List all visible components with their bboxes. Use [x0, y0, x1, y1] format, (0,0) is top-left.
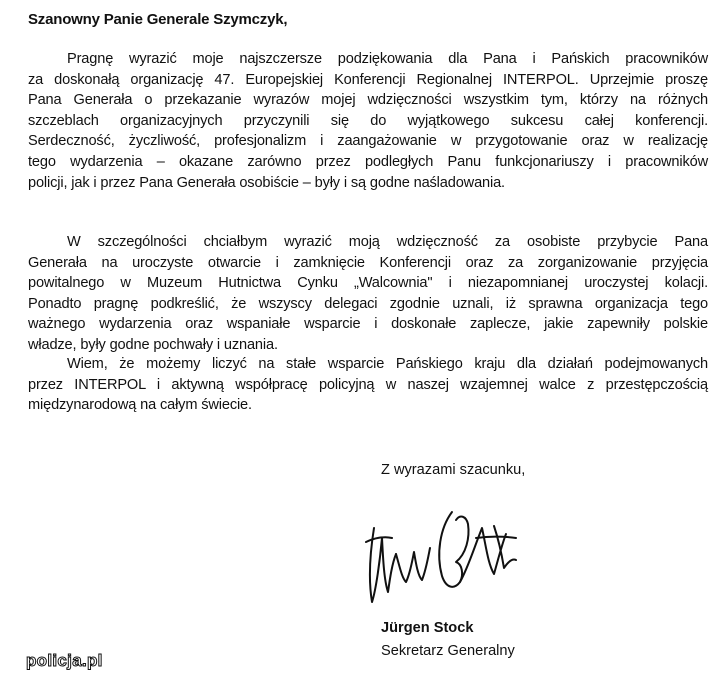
paragraph-line: Wiem, że możemy liczyć na stałe wsparcie Pańskiego kraju dla działań podejmowanych: [67, 356, 708, 372]
signer-title: Sekretarz Generalny: [381, 643, 515, 659]
paragraph-line: międzynarodową na całym świecie.: [28, 397, 252, 414]
paragraph-line: Pragnę wyrazić moje najszczersze podziękowania dla Pana i Pańskich pracowników: [67, 51, 708, 67]
paragraph-line: Ponadto pragnę podkreślić, że wszyscy delegaci zgodnie uznali, iż sprawna organizacja tego: [28, 295, 708, 312]
signer-name: Jürgen Stock: [381, 620, 474, 636]
paragraph-line: władze, były godne pochwały i uznania.: [28, 336, 278, 353]
handwritten-signature: [356, 498, 526, 613]
paragraph-line: za doskonałą organizację 47. Europejskiej Konferencji Regionalnej INTERPOL. Uprzejmie proszę: [28, 71, 708, 88]
paragraph-line: ważnego wydarzenia oraz wspaniałe wsparcie i doskonałe zaplecze, jakie zapewniły polskie: [28, 316, 708, 333]
paragraph-line: Serdeczność, życzliwość, profesjonalizm i zaangażowanie w przygotowanie oraz w realizację: [28, 133, 708, 150]
paragraph-line: policji, jak i przez Pana Generała osobiście – były i są godne naśladowania.: [28, 174, 505, 191]
signature-stroke: [396, 548, 430, 582]
paragraph-2: [28, 232, 708, 356]
closing: Z wyrazami szacunku,: [381, 462, 526, 478]
source-watermark: policja.pl: [26, 651, 103, 670]
paragraph-line: Generała na uroczyste otwarcie i zamknięcie Konferencji oraz za zorganizowanie przyjęcia: [28, 254, 708, 271]
paragraph-line: tego wydarzenia – okazane zarówno przez podległych Panu funkcjonariuszy i pracowników: [28, 153, 708, 170]
salutation: Szanowny Panie Generale Szymczyk,: [28, 11, 288, 28]
paragraph-line: szczeblach organizacyjnych przyczynili się do wyjątkowego sukcesu całej konferencji.: [28, 112, 708, 129]
signature-stroke: [476, 537, 516, 539]
paragraph-line: Pana Generała o przekazanie wyrazów mojej wdzięczności wszystkim tym, którzy na różnych: [28, 92, 708, 109]
paragraph-3: [28, 354, 708, 416]
paragraph-1: [28, 49, 708, 193]
paragraph-line: W szczególności chciałbym wyrazić moją wdzięczność za osobiste przybycie Pana: [67, 234, 708, 250]
paragraph-line: powitalnego w Muzeum Hutnictwa Cynku „Walcownia" i niezapomnianej uroczystej kolacji.: [28, 275, 708, 292]
paragraph-line: przez INTERPOL i aktywną współpracę policyjną w naszej wzajemnej walce z przestępczością: [28, 376, 708, 393]
signature-stroke: [366, 537, 392, 542]
